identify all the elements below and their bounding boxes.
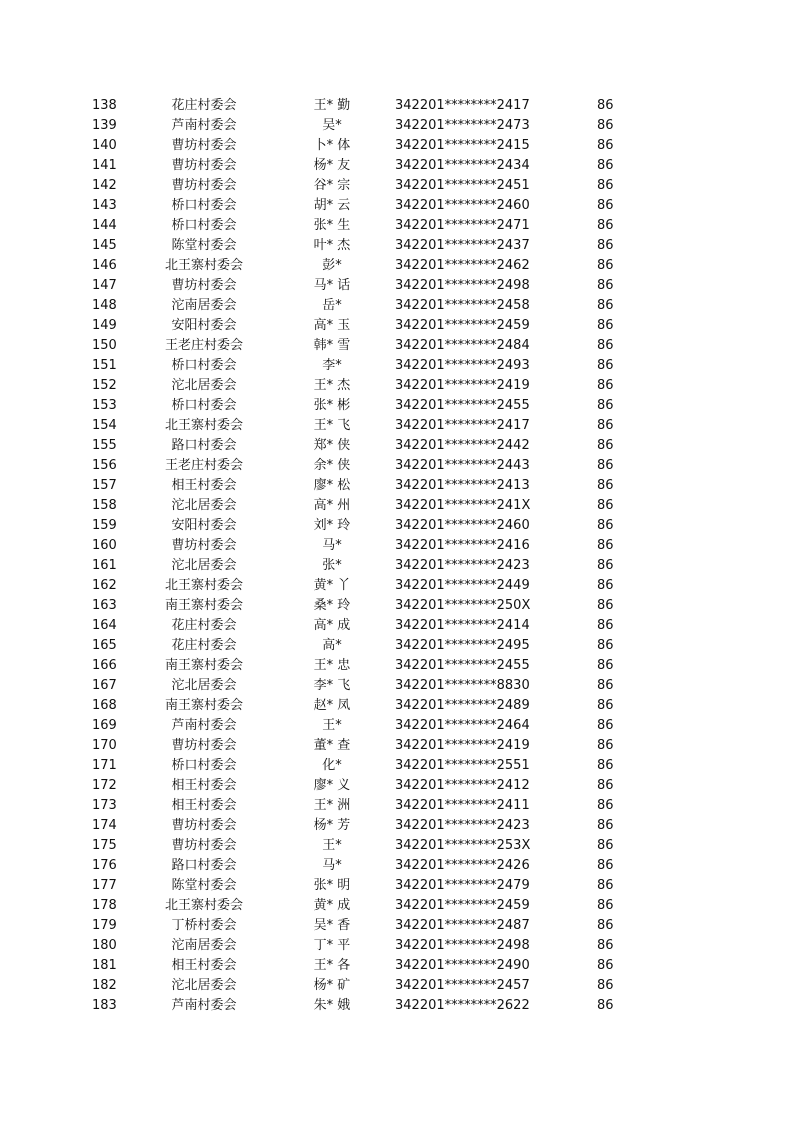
village-committee: 桥口村委会 <box>171 198 237 213</box>
person-name: 化* <box>322 758 342 773</box>
row-number: 157 <box>92 478 117 493</box>
table-row <box>0 216 793 236</box>
score: 86 <box>597 758 614 773</box>
village-committee: 桥口村委会 <box>171 218 237 233</box>
row-number: 141 <box>92 158 117 173</box>
id-number: 342201********2489 <box>395 698 530 713</box>
score: 86 <box>597 578 614 593</box>
score: 86 <box>597 878 614 893</box>
row-number: 179 <box>92 918 117 933</box>
person-name: 王* 飞 <box>313 418 351 433</box>
score: 86 <box>597 318 614 333</box>
village-committee: 花庄村委会 <box>171 638 237 653</box>
id-number: 342201********2495 <box>395 638 530 653</box>
score: 86 <box>597 138 614 153</box>
id-number: 342201********2464 <box>395 718 530 733</box>
table-row <box>0 896 793 916</box>
roster-table <box>0 96 793 1016</box>
id-number: 342201********2419 <box>395 378 530 393</box>
score: 86 <box>597 458 614 473</box>
row-number: 168 <box>92 698 117 713</box>
person-name: 黄* 丫 <box>313 578 351 593</box>
table-row <box>0 956 793 976</box>
person-name: 朱* 娥 <box>313 998 351 1013</box>
table-row <box>0 456 793 476</box>
row-number: 154 <box>92 418 117 433</box>
village-committee: 曹坊村委会 <box>171 738 237 753</box>
table-row <box>0 856 793 876</box>
person-name: 彭* <box>322 258 342 273</box>
village-committee: 相王村委会 <box>171 958 237 973</box>
score: 86 <box>597 518 614 533</box>
table-row <box>0 696 793 716</box>
score: 86 <box>597 158 614 173</box>
person-name: 余* 侠 <box>313 458 351 473</box>
row-number: 169 <box>92 718 117 733</box>
table-row <box>0 156 793 176</box>
table-row <box>0 816 793 836</box>
table-row <box>0 796 793 816</box>
table-row <box>0 556 793 576</box>
person-name: 李* <box>322 358 342 373</box>
score: 86 <box>597 218 614 233</box>
village-committee: 南王寨村委会 <box>164 698 243 713</box>
score: 86 <box>597 378 614 393</box>
village-committee: 曹坊村委会 <box>171 278 237 293</box>
person-name: 赵* 凤 <box>313 698 351 713</box>
id-number: 342201********2493 <box>395 358 530 373</box>
id-number: 342201********2471 <box>395 218 530 233</box>
row-number: 171 <box>92 758 117 773</box>
village-committee: 曹坊村委会 <box>171 158 237 173</box>
person-name: 王* 杰 <box>313 378 351 393</box>
score: 86 <box>597 958 614 973</box>
row-number: 166 <box>92 658 117 673</box>
person-name: 张* 彬 <box>313 398 351 413</box>
row-number: 173 <box>92 798 117 813</box>
row-number: 177 <box>92 878 117 893</box>
id-number: 342201********2417 <box>395 98 530 113</box>
row-number: 156 <box>92 458 117 473</box>
id-number: 342201********2417 <box>395 418 530 433</box>
row-number: 160 <box>92 538 117 553</box>
id-number: 342201********2622 <box>395 998 530 1013</box>
table-row <box>0 536 793 556</box>
id-number: 342201********2413 <box>395 478 530 493</box>
row-number: 172 <box>92 778 117 793</box>
table-row <box>0 836 793 856</box>
table-row <box>0 596 793 616</box>
village-committee: 相王村委会 <box>171 478 237 493</box>
village-committee: 王老庄村委会 <box>164 338 243 353</box>
person-name: 李* 飞 <box>313 678 351 693</box>
table-row <box>0 256 793 276</box>
table-row <box>0 996 793 1016</box>
village-committee: 沱北居委会 <box>171 558 237 573</box>
table-row <box>0 496 793 516</box>
row-number: 153 <box>92 398 117 413</box>
village-committee: 北王寨村委会 <box>164 578 243 593</box>
person-name: 张* 生 <box>313 218 351 233</box>
id-number: 342201********2415 <box>395 138 530 153</box>
village-committee: 路口村委会 <box>171 858 237 873</box>
id-number: 342201********2457 <box>395 978 530 993</box>
village-committee: 沱南居委会 <box>171 938 237 953</box>
person-name: 王* 各 <box>313 958 351 973</box>
id-number: 342201********2419 <box>395 738 530 753</box>
row-number: 155 <box>92 438 117 453</box>
village-committee: 芦南村委会 <box>171 998 237 1013</box>
village-committee: 桥口村委会 <box>171 398 237 413</box>
village-committee: 北王寨村委会 <box>164 898 243 913</box>
id-number: 342201********2459 <box>395 318 530 333</box>
row-number: 161 <box>92 558 117 573</box>
id-number: 342201********253X <box>395 838 531 853</box>
village-committee: 芦南村委会 <box>171 118 237 133</box>
score: 86 <box>597 618 614 633</box>
table-row <box>0 316 793 336</box>
table-row <box>0 116 793 136</box>
person-name: 丁* 平 <box>313 938 351 953</box>
id-number: 342201********2434 <box>395 158 530 173</box>
person-name: 廖* 义 <box>313 778 351 793</box>
village-committee: 曹坊村委会 <box>171 838 237 853</box>
id-number: 342201********2458 <box>395 298 530 313</box>
table-row <box>0 976 793 996</box>
village-committee: 安阳村委会 <box>171 318 237 333</box>
person-name: 韩* 雪 <box>313 338 351 353</box>
id-number: 342201********2416 <box>395 538 530 553</box>
row-number: 151 <box>92 358 117 373</box>
person-name: 岳* <box>322 298 342 313</box>
id-number: 342201********2451 <box>395 178 530 193</box>
row-number: 147 <box>92 278 117 293</box>
score: 86 <box>597 838 614 853</box>
score: 86 <box>597 798 614 813</box>
id-number: 342201********2498 <box>395 938 530 953</box>
person-name: 高* 成 <box>313 618 351 633</box>
person-name: 郑* 侠 <box>313 438 351 453</box>
id-number: 342201********2490 <box>395 958 530 973</box>
id-number: 342201********2411 <box>395 798 530 813</box>
person-name: 董* 查 <box>313 738 351 753</box>
row-number: 150 <box>92 338 117 353</box>
table-row <box>0 416 793 436</box>
table-row <box>0 396 793 416</box>
person-name: 廖* 松 <box>313 478 351 493</box>
person-name: 杨* 芳 <box>313 818 351 833</box>
score: 86 <box>597 818 614 833</box>
village-committee: 花庄村委会 <box>171 618 237 633</box>
table-row <box>0 776 793 796</box>
person-name: 王* 洲 <box>313 798 351 813</box>
village-committee: 安阳村委会 <box>171 518 237 533</box>
person-name: 杨* 友 <box>313 158 351 173</box>
person-name: 高* <box>322 638 342 653</box>
row-number: 165 <box>92 638 117 653</box>
village-committee: 相王村委会 <box>171 778 237 793</box>
village-committee: 陈堂村委会 <box>171 878 237 893</box>
score: 86 <box>597 718 614 733</box>
table-row <box>0 656 793 676</box>
table-row <box>0 736 793 756</box>
id-number: 342201********2455 <box>395 398 530 413</box>
row-number: 167 <box>92 678 117 693</box>
score: 86 <box>597 98 614 113</box>
score: 86 <box>597 638 614 653</box>
table-row <box>0 636 793 656</box>
row-number: 174 <box>92 818 117 833</box>
row-number: 142 <box>92 178 117 193</box>
village-committee: 花庄村委会 <box>171 98 237 113</box>
score: 86 <box>597 698 614 713</box>
person-name: 杨* 矿 <box>313 978 351 993</box>
score: 86 <box>597 338 614 353</box>
row-number: 143 <box>92 198 117 213</box>
score: 86 <box>597 598 614 613</box>
table-row <box>0 436 793 456</box>
score: 86 <box>597 778 614 793</box>
table-row <box>0 136 793 156</box>
score: 86 <box>597 738 614 753</box>
id-number: 342201********2443 <box>395 458 530 473</box>
village-committee: 陈堂村委会 <box>171 238 237 253</box>
row-number: 170 <box>92 738 117 753</box>
table-row <box>0 476 793 496</box>
row-number: 178 <box>92 898 117 913</box>
id-number: 342201********241X <box>395 498 531 513</box>
person-name: 谷* 宗 <box>313 178 351 193</box>
table-row <box>0 376 793 396</box>
table-row <box>0 176 793 196</box>
village-committee: 北王寨村委会 <box>164 258 243 273</box>
score: 86 <box>597 238 614 253</box>
table-row <box>0 196 793 216</box>
score: 86 <box>597 658 614 673</box>
id-number: 342201********2437 <box>395 238 530 253</box>
id-number: 342201********2473 <box>395 118 530 133</box>
row-number: 182 <box>92 978 117 993</box>
score: 86 <box>597 278 614 293</box>
id-number: 342201********8830 <box>395 678 530 693</box>
table-row <box>0 356 793 376</box>
row-number: 146 <box>92 258 117 273</box>
village-committee: 王老庄村委会 <box>164 458 243 473</box>
village-committee: 芦南村委会 <box>171 718 237 733</box>
row-number: 144 <box>92 218 117 233</box>
person-name: 桑* 玲 <box>313 598 351 613</box>
person-name: 刘* 玲 <box>313 518 351 533</box>
row-number: 162 <box>92 578 117 593</box>
id-number: 342201********2551 <box>395 758 530 773</box>
village-committee: 沱北居委会 <box>171 678 237 693</box>
id-number: 342201********2498 <box>395 278 530 293</box>
table-row <box>0 236 793 256</box>
person-name: 黄* 成 <box>313 898 351 913</box>
score: 86 <box>597 478 614 493</box>
score: 86 <box>597 998 614 1013</box>
person-name: 胡* 云 <box>313 198 351 213</box>
id-number: 342201********2460 <box>395 198 530 213</box>
score: 86 <box>597 298 614 313</box>
person-name: 王* 忠 <box>313 658 351 673</box>
village-committee: 沱南居委会 <box>171 298 237 313</box>
village-committee: 沱北居委会 <box>171 498 237 513</box>
score: 86 <box>597 178 614 193</box>
village-committee: 曹坊村委会 <box>171 138 237 153</box>
row-number: 176 <box>92 858 117 873</box>
person-name: 王* 勤 <box>313 98 351 113</box>
person-name: 高* 州 <box>313 498 351 513</box>
table-row <box>0 676 793 696</box>
row-number: 152 <box>92 378 117 393</box>
village-committee: 曹坊村委会 <box>171 538 237 553</box>
village-committee: 丁桥村委会 <box>171 918 237 933</box>
row-number: 138 <box>92 98 117 113</box>
table-row <box>0 336 793 356</box>
score: 86 <box>597 678 614 693</box>
row-number: 149 <box>92 318 117 333</box>
id-number: 342201********2455 <box>395 658 530 673</box>
id-number: 342201********2449 <box>395 578 530 593</box>
score: 86 <box>597 498 614 513</box>
village-committee: 相王村委会 <box>171 798 237 813</box>
person-name: 吴* 香 <box>313 918 351 933</box>
score: 86 <box>597 978 614 993</box>
id-number: 342201********2423 <box>395 558 530 573</box>
table-row <box>0 936 793 956</box>
id-number: 342201********2459 <box>395 898 530 913</box>
row-number: 148 <box>92 298 117 313</box>
person-name: 王* <box>322 838 342 853</box>
person-name: 高* 玉 <box>313 318 351 333</box>
table-row <box>0 296 793 316</box>
score: 86 <box>597 398 614 413</box>
row-number: 158 <box>92 498 117 513</box>
table-row <box>0 716 793 736</box>
table-row <box>0 916 793 936</box>
score: 86 <box>597 418 614 433</box>
table-row <box>0 756 793 776</box>
row-number: 159 <box>92 518 117 533</box>
row-number: 145 <box>92 238 117 253</box>
village-committee: 南王寨村委会 <box>164 598 243 613</box>
id-number: 342201********2426 <box>395 858 530 873</box>
person-name: 卜* 体 <box>313 138 351 153</box>
table-row <box>0 96 793 116</box>
score: 86 <box>597 358 614 373</box>
score: 86 <box>597 198 614 213</box>
score: 86 <box>597 118 614 133</box>
table-row <box>0 576 793 596</box>
row-number: 183 <box>92 998 117 1013</box>
score: 86 <box>597 538 614 553</box>
score: 86 <box>597 858 614 873</box>
id-number: 342201********2423 <box>395 818 530 833</box>
row-number: 140 <box>92 138 117 153</box>
score: 86 <box>597 558 614 573</box>
row-number: 180 <box>92 938 117 953</box>
village-committee: 桥口村委会 <box>171 358 237 373</box>
person-name: 吴* <box>322 118 342 133</box>
village-committee: 北王寨村委会 <box>164 418 243 433</box>
table-row <box>0 516 793 536</box>
village-committee: 曹坊村委会 <box>171 178 237 193</box>
table-row <box>0 616 793 636</box>
person-name: 叶* 杰 <box>313 238 351 253</box>
village-committee: 桥口村委会 <box>171 758 237 773</box>
id-number: 342201********2412 <box>395 778 530 793</box>
id-number: 342201********2479 <box>395 878 530 893</box>
id-number: 342201********250X <box>395 598 531 613</box>
village-committee: 南王寨村委会 <box>164 658 243 673</box>
id-number: 342201********2484 <box>395 338 530 353</box>
id-number: 342201********2414 <box>395 618 530 633</box>
id-number: 342201********2487 <box>395 918 530 933</box>
village-committee: 路口村委会 <box>171 438 237 453</box>
row-number: 181 <box>92 958 117 973</box>
score: 86 <box>597 918 614 933</box>
person-name: 马* <box>322 858 342 873</box>
row-number: 163 <box>92 598 117 613</box>
score: 86 <box>597 898 614 913</box>
id-number: 342201********2442 <box>395 438 530 453</box>
village-committee: 沱北居委会 <box>171 378 237 393</box>
village-committee: 沱北居委会 <box>171 978 237 993</box>
id-number: 342201********2462 <box>395 258 530 273</box>
score: 86 <box>597 938 614 953</box>
row-number: 164 <box>92 618 117 633</box>
person-name: 王* <box>322 718 342 733</box>
person-name: 马* 话 <box>313 278 351 293</box>
score: 86 <box>597 438 614 453</box>
row-number: 175 <box>92 838 117 853</box>
row-number: 139 <box>92 118 117 133</box>
score: 86 <box>597 258 614 273</box>
person-name: 马* <box>322 538 342 553</box>
table-row <box>0 876 793 896</box>
village-committee: 曹坊村委会 <box>171 818 237 833</box>
person-name: 张* 明 <box>313 878 351 893</box>
table-row <box>0 276 793 296</box>
person-name: 张* <box>322 558 342 573</box>
id-number: 342201********2460 <box>395 518 530 533</box>
